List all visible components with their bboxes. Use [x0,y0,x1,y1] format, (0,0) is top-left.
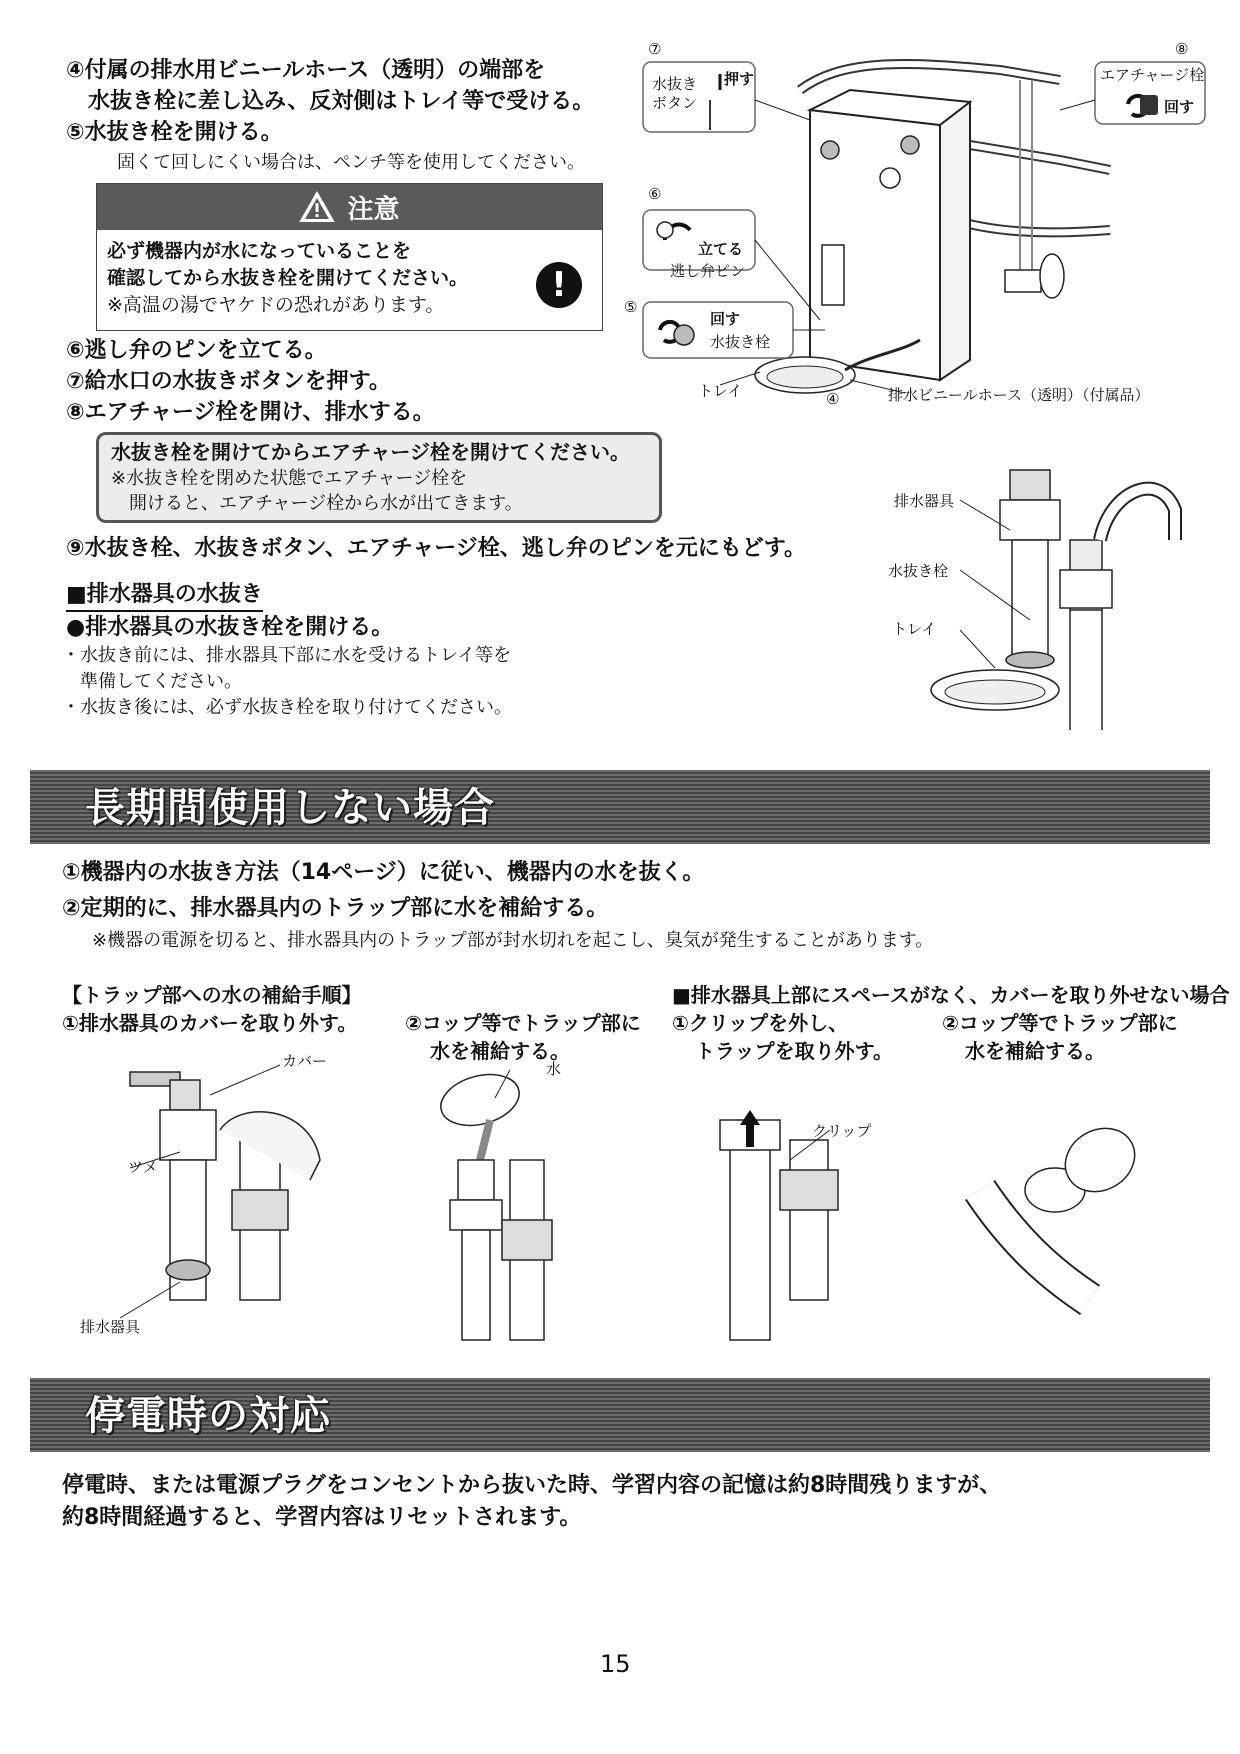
marker-6: ⑥ [648,185,662,203]
step6: ⑥逃し弁のピンを立てる。 [66,338,327,363]
trap-left-step1: ①排水器具のカバーを取り外す。 [62,1011,358,1035]
label-turn-plug: 回す [710,310,741,328]
step4-line2: 水抜き栓に差し込み、反対側はトレイ等で受ける。 [66,89,595,114]
label-push: 押す [724,70,755,88]
marker-4: ④ [826,390,840,408]
caution-box [96,183,603,331]
page-number: 15 [600,1650,631,1678]
caution-header [97,184,602,230]
marker-5: ⑤ [624,298,638,316]
label-tsume: ツメ [128,1158,158,1176]
label-turn-air: 回す [1164,98,1195,116]
step5: ⑤水抜き栓を開ける。 [66,120,283,145]
drain-note1: ・水抜き前には、排水器具下部に水を受けるトレイ等を [62,645,512,666]
step7: ⑦給水口の水抜きボタンを押す。 [66,369,391,394]
long-item2: ②定期的に、排水器具内のトラップ部に水を補給する。 [62,896,609,921]
trap-left-title: 【トラップ部への水の補給手順】 [62,983,362,1007]
trap-right-step1b: トラップを取り外す。 [695,1039,893,1063]
info-line2: ※水抜き栓を閉めた状態でエアチャージ栓を [111,468,468,489]
exclamation-icon: ! [536,262,582,308]
label-fixture-tray: トレイ [892,620,937,638]
step5-note: 固くて回しにくい場合は、ペンチ等を使用してください。 [117,152,585,173]
label-cover: カバー [282,1052,328,1070]
label-relief-pin: 逃し弁ピン [670,262,746,280]
step8: ⑧エアチャージ栓を開け、排水する。 [66,400,435,425]
caution-line2: 確認してから水抜き栓を開けてください。 [107,267,469,289]
drain-heading: ■排水器具の水抜き [66,577,263,612]
trap-illustrations [70,1050,1210,1350]
trap-right-step2a: ②コップ等でトラップ部に [942,1011,1178,1035]
label-drain-button-1: 水抜き [652,75,698,93]
label-tray: トレイ [698,382,743,400]
long-item1: ①機器内の水抜き方法（14ページ）に従い、機器内の水を抜く。 [62,860,705,885]
trap-right-step1a: ①クリップを外し、 [672,1011,849,1035]
water-heater-illustration [640,40,1210,420]
power-line1: 停電時、または電源プラグをコンセントから抜いた時、学習内容の記憶は約8時間残りますが、 [62,1473,1002,1498]
info-line3: 開けると、エアチャージ栓から水が出てきます。 [111,493,523,514]
label-trap-fixture: 排水器具 [80,1318,141,1336]
water-heater-figure [624,40,1210,420]
caution-title: 注意 [347,194,400,225]
drain-bullet: ●排水器具の水抜き栓を開ける。 [66,615,394,640]
warning-triangle-icon [299,191,335,223]
label-stand: 立てる [698,240,744,258]
label-clip: クリップ [812,1122,872,1140]
trap-right-step2b: 水を補給する。 [965,1039,1105,1063]
caution-line3: ※高温の湯でヤケドの恐れがあります。 [107,294,445,316]
step4-line1: ④付属の排水用ビニールホース（透明）の端部を [66,58,546,83]
marker-7: ⑦ [648,40,662,58]
trap-left-step2a: ②コップ等でトラップ部に [405,1011,641,1035]
label-drain-plug: 水抜き栓 [710,333,771,351]
label-fixture: 排水器具 [894,492,955,510]
label-water: 水 [546,1060,562,1078]
marker-8: ⑧ [1175,40,1189,58]
step9: ⑨水抜き栓、水抜きボタン、エアチャージ栓、逃し弁のピンを元にもどす。 [66,536,807,561]
label-air-charge: エアチャージ栓 [1100,66,1205,84]
trap-right-title: ■排水器具上部にスペースがなく、カバーを取り外せない場合 [672,983,1230,1007]
trap-figures [70,1050,1210,1350]
label-drain-button-2: ボタン [652,94,698,112]
banner-power-outage [30,1378,1210,1452]
section-title-power-outage: 停電時の対応 [85,1393,331,1439]
drain-fixture-figure [880,450,1210,730]
drain-note2: 準備してください。 [62,671,242,692]
banner-long-term [30,770,1210,844]
trap-left-step2b: 水を補給する。 [430,1039,570,1063]
caution-line1: 必ず機器内が水になっていることを [107,240,412,262]
section-title-long-term: 長期間使用しない場合 [85,785,495,831]
info-line1: 水抜き栓を開けてからエアチャージ栓を開けてください。 [111,440,630,464]
power-line2: 約8時間経過すると、学習内容はリセットされます。 [62,1505,582,1530]
info-box [96,432,662,523]
label-hose: 排水ビニールホース（透明）（付属品） [888,386,1150,404]
label-fixture-plug: 水抜き栓 [888,562,949,580]
drain-note3: ・水抜き後には、必ず水抜き栓を取り付けてください。 [62,697,512,718]
long-note: ※機器の電源を切ると、排水器具内のトラップ部が封水切れを起こし、臭気が発生することがあります。 [92,930,934,951]
